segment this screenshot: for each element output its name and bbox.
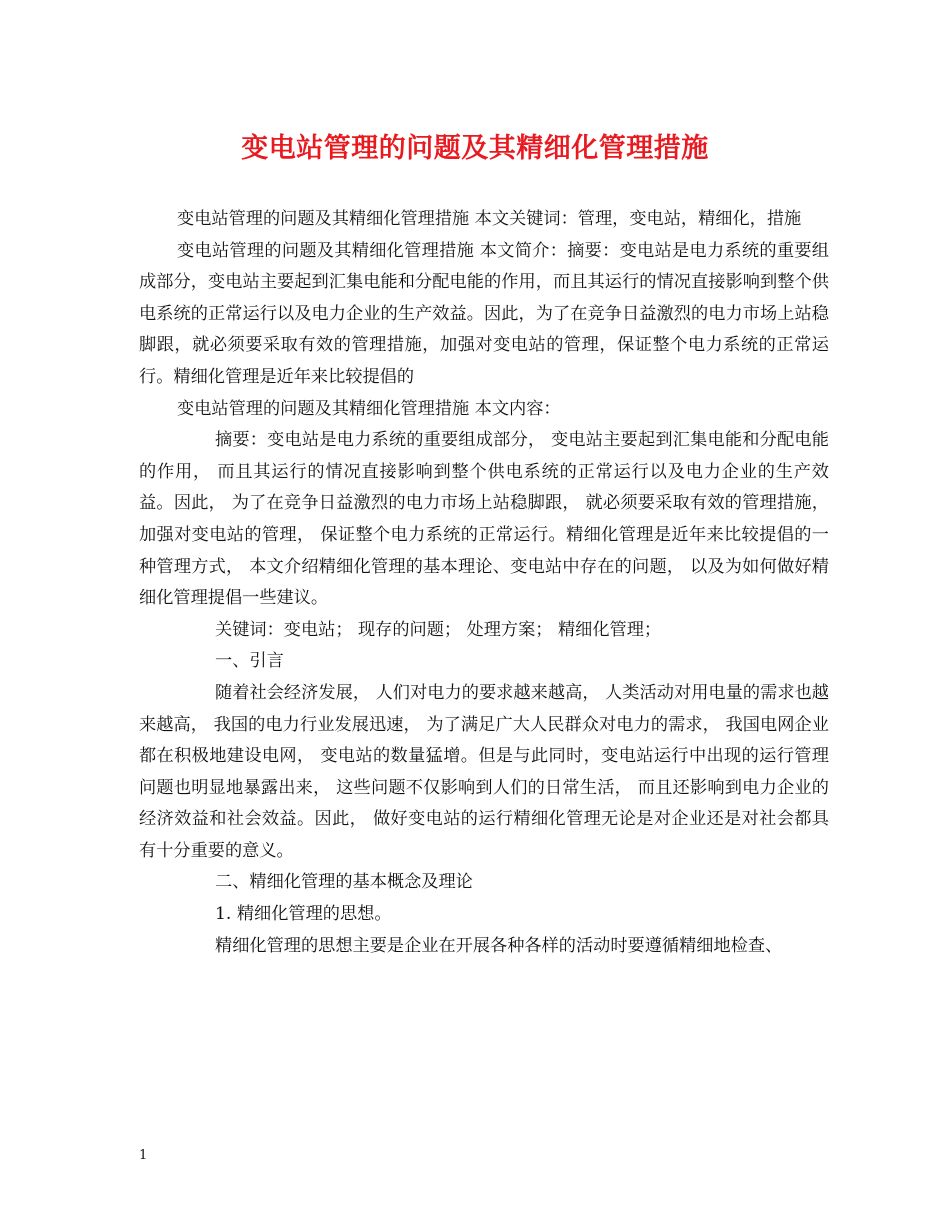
keywords-paragraph: 变电站管理的问题及其精细化管理措施 本文关键词：管理，变电站，精细化，措施 [177, 209, 802, 229]
document-body [139, 204, 829, 962]
section-heading-introduction: 一、引言 [215, 651, 284, 672]
management-thought-paragraph: 精细化管理的思想主要是企业在开展各种各样的活动时要遵循精细地检查、 [215, 935, 783, 956]
introduction-paragraph: 随着社会经济发展， 人们对电力的要求越来越高， 人类活动对用电量的需求也越来越高， 我国的电力行业发展迅速， 为了满足广大人民群众对电力的需求， 我国电网企业都在积极地建设电网， 变电站的数量猛增。但是与此同时，变电站运行中出现的运行管理问题也明显地暴露出来， 这些问题不仅影响到人们的日常生活， 而且还影响到电力企业的经济效益和社会效益。因此， 做好变电站的运行精细化管理无论是对企业还是对社会都具有十分重要的意义。 [139, 682, 829, 861]
page-number: 1 [139, 1148, 148, 1163]
keyword-list-paragraph: 关键词：变电站； 现存的问题； 处理方案； 精细化管理； [215, 619, 662, 640]
section-heading-basic-concepts: 二、精细化管理的基本概念及理论 [215, 872, 473, 893]
content-heading-paragraph: 变电站管理的问题及其精细化管理措施 本文内容： [177, 398, 561, 419]
summary-paragraph: 变电站管理的问题及其精细化管理措施 本文简介：摘要：变电站是电力系统的重要组成部分，变电站主要起到汇集电能和分配电能的作用，而且其运行的情况直接影响到整个供电系统的正常运行以及电力企业的生产效益。因此，为了在竞争日益激烈的电力市场上站稳脚跟，就必须要采取有效的管理措施，加强对变电站的管理，保证整个电力系统的正常运行。精细化管理是近年来比较提倡的 [139, 240, 829, 387]
subsection-heading-management-thought: 1. 精细化管理的思想。 [215, 904, 392, 925]
document-title: 变电站管理的问题及其精细化管理措施 [241, 133, 709, 164]
abstract-paragraph: 摘要：变电站是电力系统的重要组成部分， 变电站主要起到汇集电能和分配电能的作用， 而且其运行的情况直接影响到整个供电系统的正常运行以及电力企业的生产效益。因此， 为了在竞争日益激烈的电力市场上站稳脚跟， 就必须要采取有效的管理措施， 加强对变电站的管理， 保证整个电力系统的正常运行。精细化管理是近年来比较提倡的一种管理方式， 本文介绍精细化管理的基本理论、变电站中存在的问题， 以及为如何做好精细化管理提倡一些建议。 [139, 430, 829, 609]
